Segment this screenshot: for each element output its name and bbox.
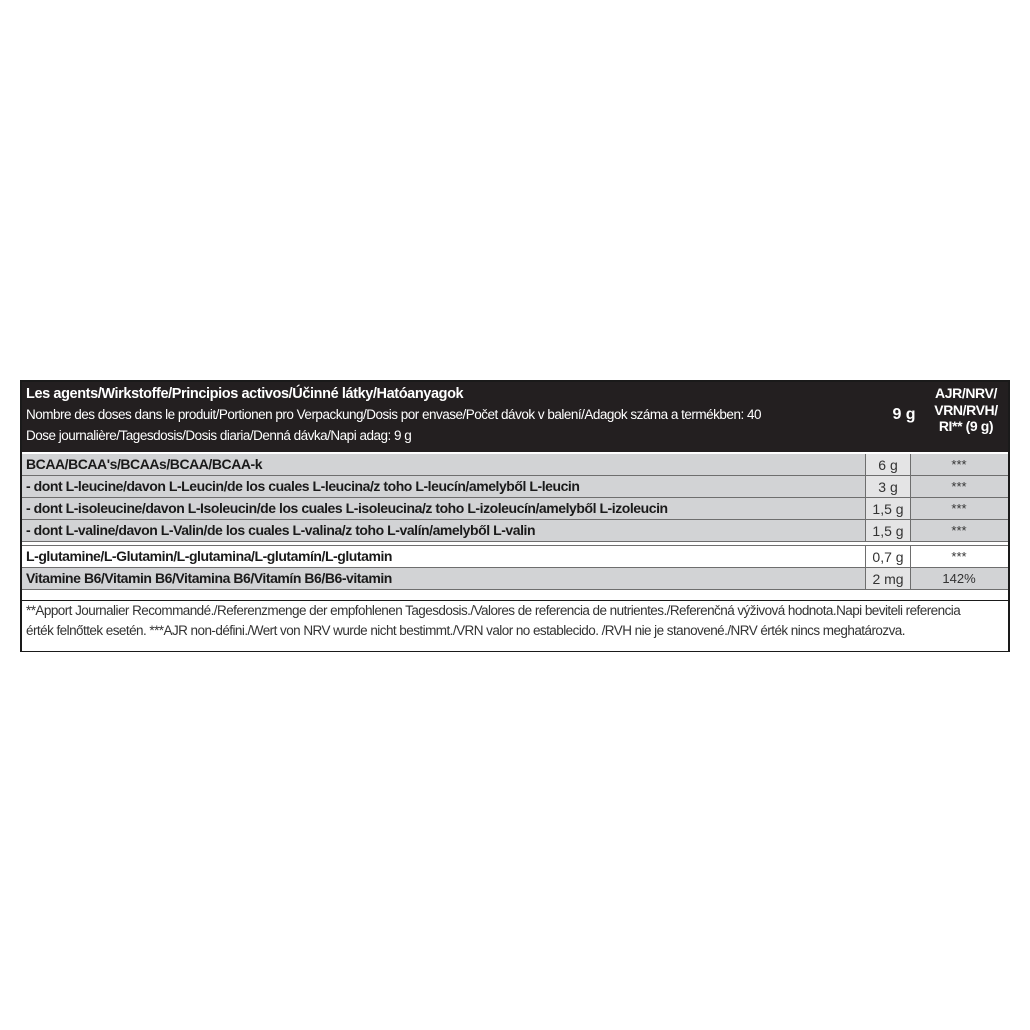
reference-intake-column-header <box>926 385 1006 435</box>
table-footnote <box>22 600 1008 651</box>
ingredient-amount: 3 g <box>865 476 911 497</box>
ref-header-line: VRN/RVH/ <box>934 401 998 418</box>
ingredient-amount: 6 g <box>865 454 911 475</box>
header-title: Les agents/Wirkstoffe/Principios activos/Účinné látky/Hatóanyagok <box>26 386 464 402</box>
table-header <box>22 382 1008 452</box>
ingredient-name: - dont L-valine/davon L-Valin/de los cuales L-valina/z toho L-valín/amelyből L-valin <box>26 522 536 538</box>
ingredient-name: BCAA/BCAA's/BCAAs/BCAA/BCAA-k <box>26 456 263 472</box>
table-row <box>22 454 1008 476</box>
ingredient-name: - dont L-leucine/davon L-Leucin/de los cuales L-leucina/z toho L-leucín/amelyből L-leucin <box>26 478 580 494</box>
nutrition-facts-table <box>20 380 1010 652</box>
ingredient-amount: 1,5 g <box>865 498 911 519</box>
table-row <box>22 568 1008 590</box>
ingredient-rows <box>22 454 1008 590</box>
ingredient-name: - dont L-isoleucine/davon L-Isoleucin/de los cuales L-isoleucina/z toho L-izoleucín/amelyből L-izoleucin <box>26 500 668 516</box>
ref-header-line: AJR/NRV/ <box>935 385 997 401</box>
footnote-line: érték felnőttek esetén. ***AJR non-défini./Wert von NRV wurde nicht bestimmt./VRN valor no establecido. /RVH nie je stanovené./NRV érték nincs meghatározva. <box>26 623 905 638</box>
table-row <box>22 520 1008 542</box>
ref-header-line: RI** (9 g) <box>938 418 994 434</box>
ingredient-ri: *** <box>951 501 967 516</box>
table-row <box>22 498 1008 520</box>
ingredient-ri: *** <box>951 549 967 564</box>
ingredient-ri: *** <box>951 479 967 494</box>
table-row <box>22 476 1008 498</box>
ingredient-name: L-glutamine/L-Glutamin/L-glutamina/L-glutamín/L-glutamin <box>26 548 392 564</box>
ingredient-ri: *** <box>951 523 967 538</box>
ingredient-amount: 0,7 g <box>865 546 911 567</box>
servings-per-pack: Nombre des doses dans le produit/Portionen pro Verpackung/Dosis por envase/Počet dávok v balení/Adagok száma a termékben: 40 <box>26 407 761 422</box>
footnote-line: **Apport Journalier Recommandé./Referenzmenge der empfohlenen Tagesdosis./Valores de referencia de nutrientes./Referenčná výživová hodnota.Napi beviteli referencia <box>26 603 961 618</box>
ingredient-name: Vitamine B6/Vitamin B6/Vitamina B6/Vitamín B6/B6-vitamin <box>26 570 392 586</box>
table-row <box>22 546 1008 568</box>
ingredient-ri: *** <box>951 457 967 472</box>
dose-column-header: 9 g <box>892 406 916 423</box>
ingredient-ri: 142% <box>942 571 976 586</box>
ingredient-amount: 2 mg <box>865 568 911 589</box>
ingredient-amount: 1,5 g <box>865 520 911 541</box>
daily-dose: Dose journalière/Tagesdosis/Dosis diaria/Denná dávka/Napi adag: 9 g <box>26 428 412 443</box>
